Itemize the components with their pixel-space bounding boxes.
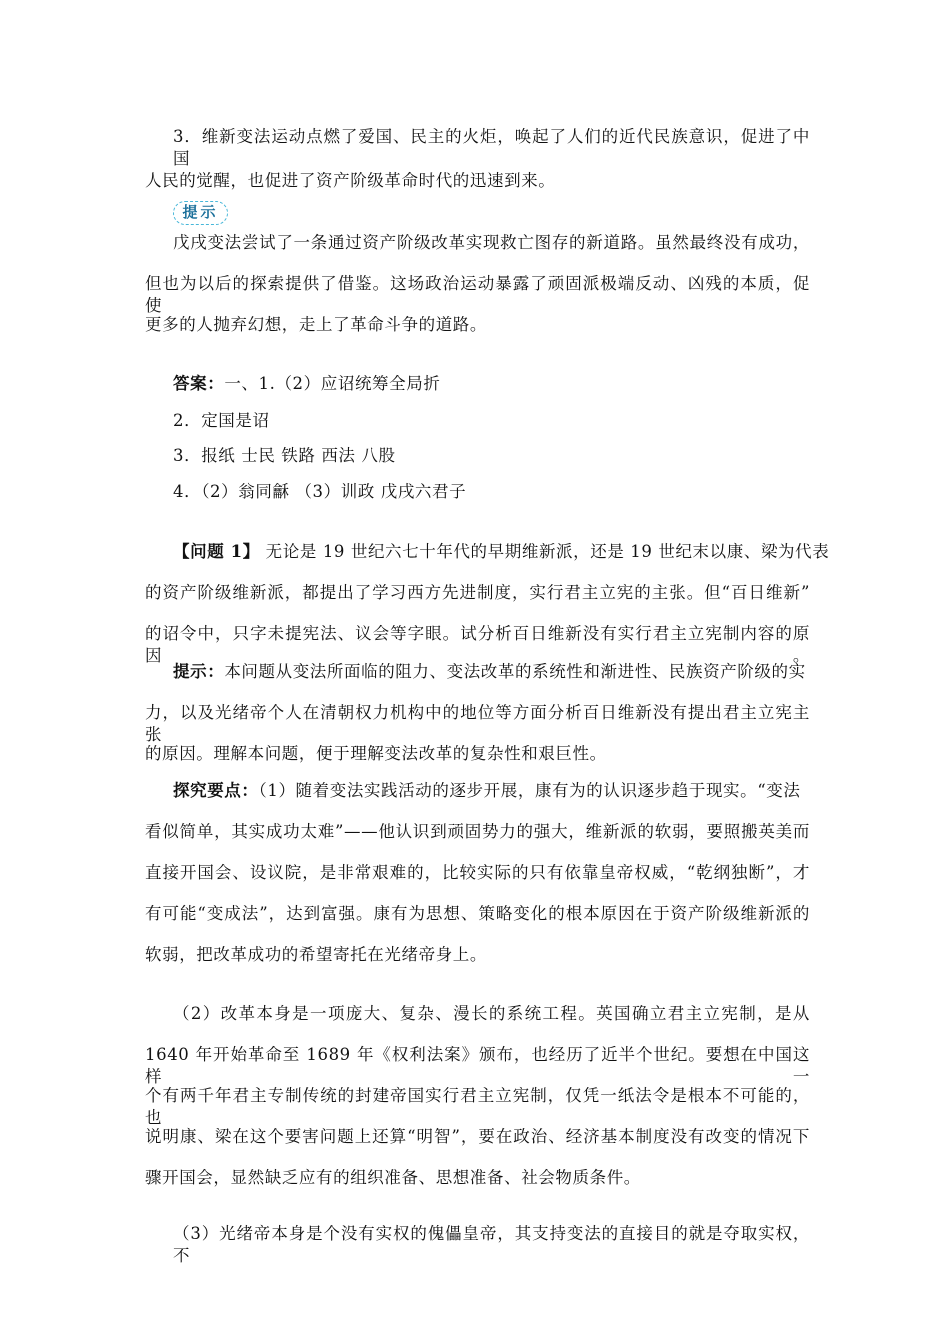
- question1-line-1: [173, 541, 830, 563]
- tip-badge: 提示: [173, 201, 228, 225]
- hint-label: 提示：: [173, 662, 225, 681]
- question1-line-2: 的资产阶级维新派，都提出了学习西方先进制度，实行君主立宪的主张。但“百日维新”: [145, 583, 810, 602]
- answer-2: 2．定国是诏: [173, 411, 270, 430]
- inquiry-line-1: [173, 780, 810, 802]
- section3-line-1: 3．维新变法运动点燃了爱国、民主的火炬，唤起了人们的近代民族意识，促进了中国: [173, 127, 810, 168]
- section3-line-2: 人民的觉醒，也促进了资产阶级革命时代的迅速到来。: [145, 171, 556, 190]
- hint-text-1: 本问题从变法所面临的阻力、变法改革的系统性和渐进性、民族资产阶级的实: [224, 662, 806, 681]
- inquiry-p1-line-2: 看似简单，其实成功太难”——他认识到顽固势力的强大，维新派的软弱，要照搬英美而: [145, 822, 810, 841]
- question1-text-1: 无论是 19 世纪六七十年代的早期维新派，还是 19 世纪末以康、梁为代表: [259, 542, 830, 561]
- inquiry-p1-line-3: 直接开国会、设议院，是非常艰难的，比较实际的只有依靠皇帝权威，“乾纲独断”，才: [145, 863, 810, 882]
- tip-line-2: 但也为以后的探索提供了借鉴。这场政治运动暴露了顽固派极端反动、凶残的本质，促使: [145, 274, 810, 315]
- hint-line-3: 的原因。理解本问题，便于理解变法改革的复杂性和艰巨性。: [145, 744, 607, 763]
- answer-3: 3．报纸 士民 铁路 西法 八股: [173, 446, 396, 465]
- inquiry-p1-text-0: （1）随着变法实践活动的逐步开展，康有为的认识逐步趋于现实。“变法: [258, 781, 801, 800]
- answers-label: 答案：: [173, 374, 225, 393]
- question1-label: 【问题 1】: [173, 542, 260, 561]
- inquiry-p2-line-4: 说明康、梁在这个要害问题上还算“明智”，要在政治、经济基本制度没有改变的情况下: [145, 1127, 810, 1146]
- hint-line-1: [173, 661, 810, 683]
- tip-line-1: 戊戌变法尝试了一条通过资产阶级改革实现救亡图存的新道路。虽然最终没有成功，: [173, 233, 810, 252]
- tip-line-3: 更多的人抛弃幻想，走上了革命斗争的道路。: [145, 315, 487, 334]
- question1-line-3: 的诏令中，只字未提宪法、议会等字眼。试分析百日维新没有实行君主立宪制内容的原因。: [145, 624, 810, 665]
- inquiry-label: 探究要点：: [173, 781, 259, 800]
- inquiry-p1-line-4: 有可能“变成法”，达到富强。康有为思想、策略变化的根本原因在于资产阶级维新派的: [145, 904, 810, 923]
- inquiry-p2-line-2: 1640 年开始革命至 1689 年《权利法案》颁布，也经历了近半个世纪。要想在中国这样一: [145, 1045, 810, 1086]
- inquiry-p2-line-5: 骤开国会，显然缺乏应有的组织准备、思想准备、社会物质条件。: [145, 1168, 641, 1187]
- inquiry-p1-line-5: 软弱，把改革成功的希望寄托在光绪帝身上。: [145, 945, 487, 964]
- inquiry-p2-line-3: 个有两千年君主专制传统的封建帝国实行君主立宪制，仅凭一纸法令是根本不可能的，也: [145, 1086, 810, 1127]
- hint-line-2: 力，以及光绪帝个人在清朝权力机构中的地位等方面分析百日维新没有提出君主立宪主张: [145, 703, 810, 744]
- answers-line-1: [173, 373, 838, 395]
- inquiry-p2-line-1: （2）改革本身是一项庞大、复杂、漫长的系统工程。英国确立君主立宪制，是从: [173, 1004, 810, 1023]
- answer-1: 一、1.（2）应诏统筹全局折: [224, 374, 441, 393]
- answer-4: 4．（2）翁同龢 （3）训政 戊戌六君子: [173, 482, 467, 501]
- inquiry-p3-line-1: （3）光绪帝本身是个没有实权的傀儡皇帝，其支持变法的直接目的就是夺取实权，不: [173, 1224, 810, 1265]
